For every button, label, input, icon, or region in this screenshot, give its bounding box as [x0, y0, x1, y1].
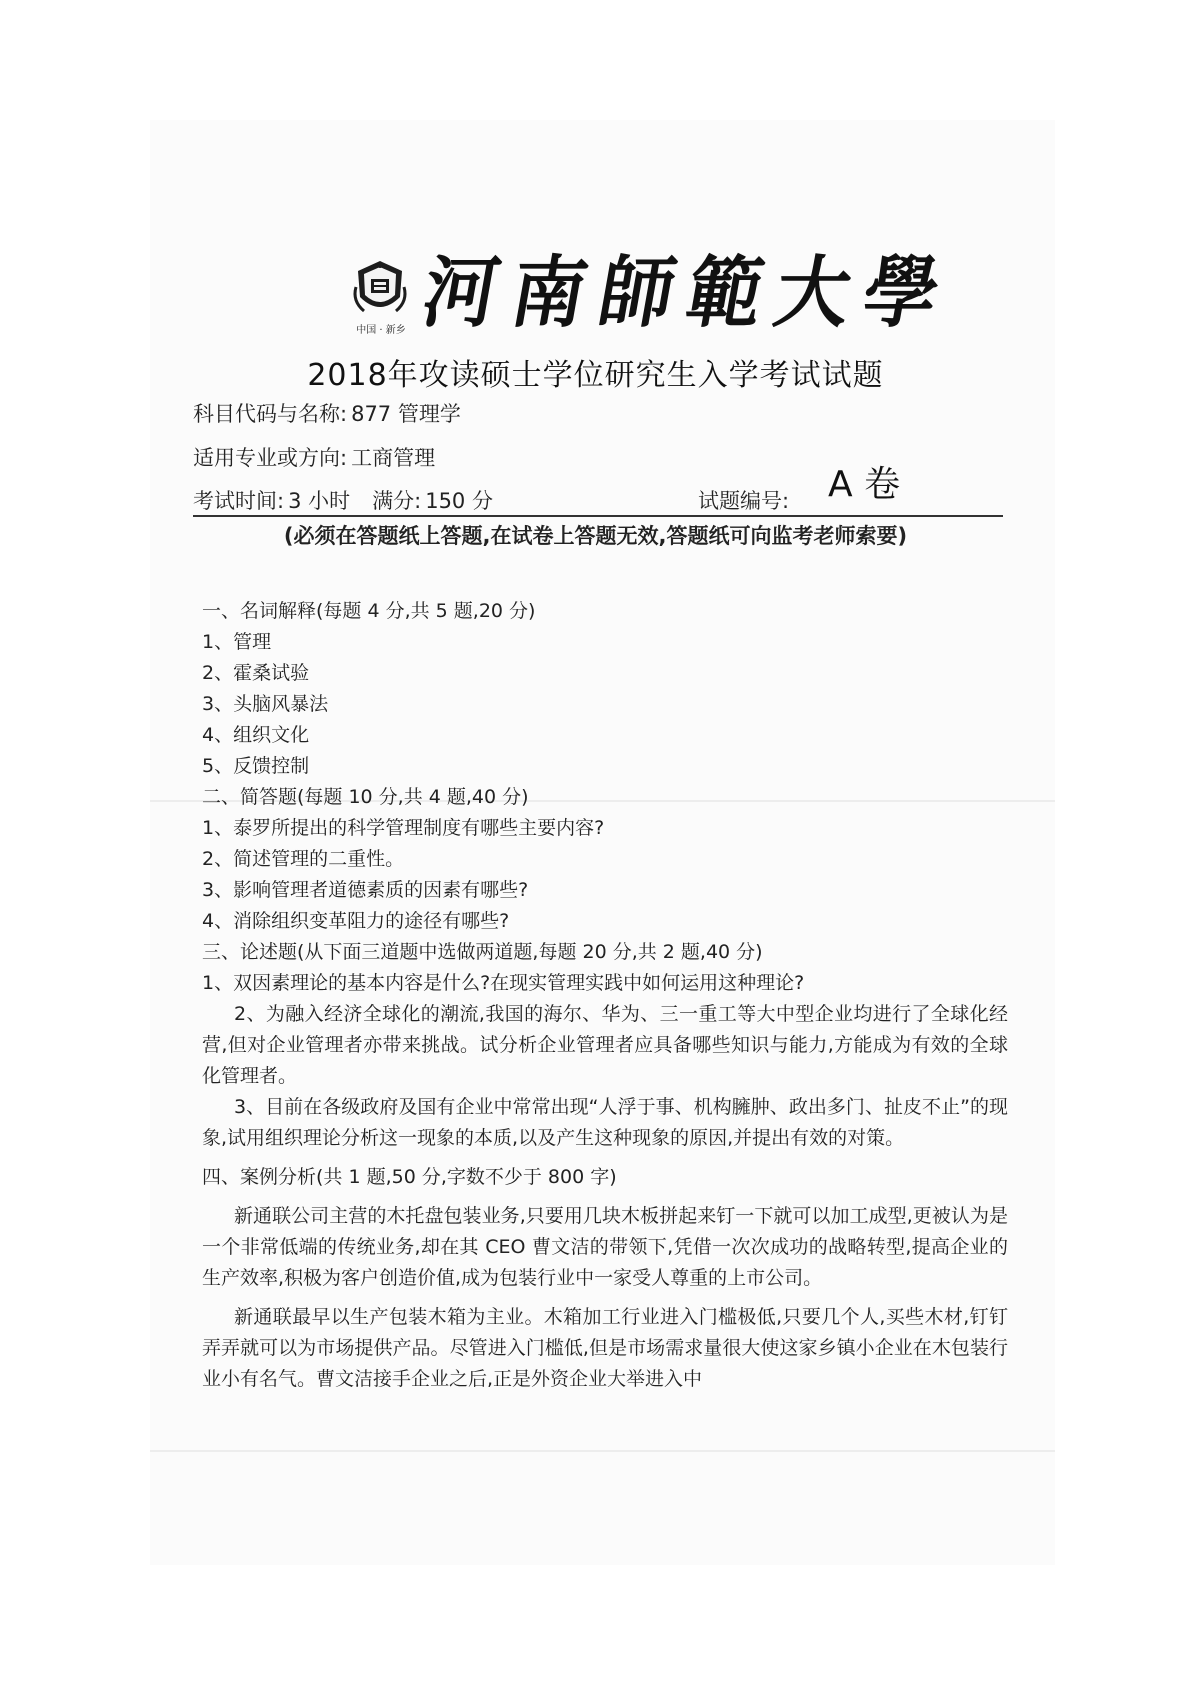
answer-notice: (必须在答题纸上答题,在试卷上答题无效,答题纸可向监考老师索要)	[283, 524, 908, 548]
scan-artifact	[150, 1450, 1055, 1452]
list-item: 2、简述管理的二重性。	[202, 848, 405, 870]
major-value: 工商管理	[351, 446, 436, 470]
list-item: 3、头脑风暴法	[202, 693, 329, 715]
list-item: 4、消除组织变革阻力的途径有哪些?	[202, 910, 510, 932]
time-value: 3 小时	[288, 489, 351, 513]
section3-heading: 三、论述题(从下面三道题中选做两道题,每题 20 分,共 2 题,40 分)	[202, 941, 763, 963]
case-paragraph-1: 新通联公司主营的木托盘包装业务,只要用几块木板拼起来钉一下就可以加工成型,更被认为是一个非常低端的传统业务,却在其 CEO 曹文洁的带领下,凭借一次次成功的战略转型,提高企业的生产效率,积极为客户创造价值,成为包装行业中一家受人尊重的上市公司。	[202, 1205, 1008, 1289]
section1-heading: 一、名词解释(每题 4 分,共 5 题,20 分)	[202, 600, 536, 622]
university-emblem-icon	[350, 257, 410, 335]
time-line	[193, 485, 493, 515]
case-paragraph-2: 新通联最早以生产包装木箱为主业。木箱加工行业进入门槛极低,只要几个人,买些木材,钉钉弄弄就可以为市场提供产品。尽管进入门槛低,但是市场需求量很大使这家乡镇小企业在木包装行业小有名气。曹文洁接手企业之后,正是外资企业大举进入中	[202, 1306, 1008, 1390]
header-divider	[193, 515, 1003, 517]
subject-value: 877 管理学	[351, 402, 461, 426]
subject-label: 科目代码与名称:	[193, 402, 348, 426]
list-item: 1、管理	[202, 631, 272, 653]
list-item: 5、反馈控制	[202, 755, 310, 777]
university-name: 河南師範大學	[416, 247, 960, 339]
question-code-label: 试题编号:	[698, 489, 790, 513]
list-item: 2、霍桑试验	[202, 662, 310, 684]
section2-heading: 二、简答题(每题 10 分,共 4 题,40 分)	[202, 786, 529, 808]
paper-version: A 卷	[828, 464, 901, 505]
section4-heading: 四、案例分析(共 1 题,50 分,字数不少于 800 字)	[202, 1166, 617, 1188]
full-score-label: 满分:	[372, 489, 422, 513]
emblem-caption: 中国 · 新乡	[356, 325, 406, 336]
full-score-value: 150 分	[425, 489, 493, 513]
list-item: 1、泰罗所提出的科学管理制度有哪些主要内容?	[202, 817, 605, 839]
time-label: 考试时间:	[193, 489, 285, 513]
exam-body	[202, 596, 1008, 1395]
major-line	[193, 442, 435, 472]
university-header	[350, 245, 960, 339]
subject-line	[193, 398, 461, 428]
essay-question-3: 3、目前在各级政府及国有企业中常常出现“人浮于事、机构臃肿、政出多门、扯皮不止”的现象,试用组织理论分析这一现象的本质,以及产生这种现象的原因,并提出有效的对策。	[202, 1096, 1008, 1149]
exam-title: 2018年攻读硕士学位研究生入学考试试题	[307, 358, 884, 393]
major-label: 适用专业或方向:	[193, 446, 348, 470]
list-item: 3、影响管理者道德素质的因素有哪些?	[202, 879, 529, 901]
essay-question-1: 1、双因素理论的基本内容是什么?在现实管理实践中如何运用这种理论?	[202, 972, 805, 994]
essay-question-2: 2、为融入经济全球化的潮流,我国的海尔、华为、三一重工等大中型企业均进行了全球化经营,但对企业管理者亦带来挑战。试分析企业管理者应具备哪些知识与能力,方能成为有效的全球化管理者。	[202, 1003, 1008, 1087]
list-item: 4、组织文化	[202, 724, 310, 746]
